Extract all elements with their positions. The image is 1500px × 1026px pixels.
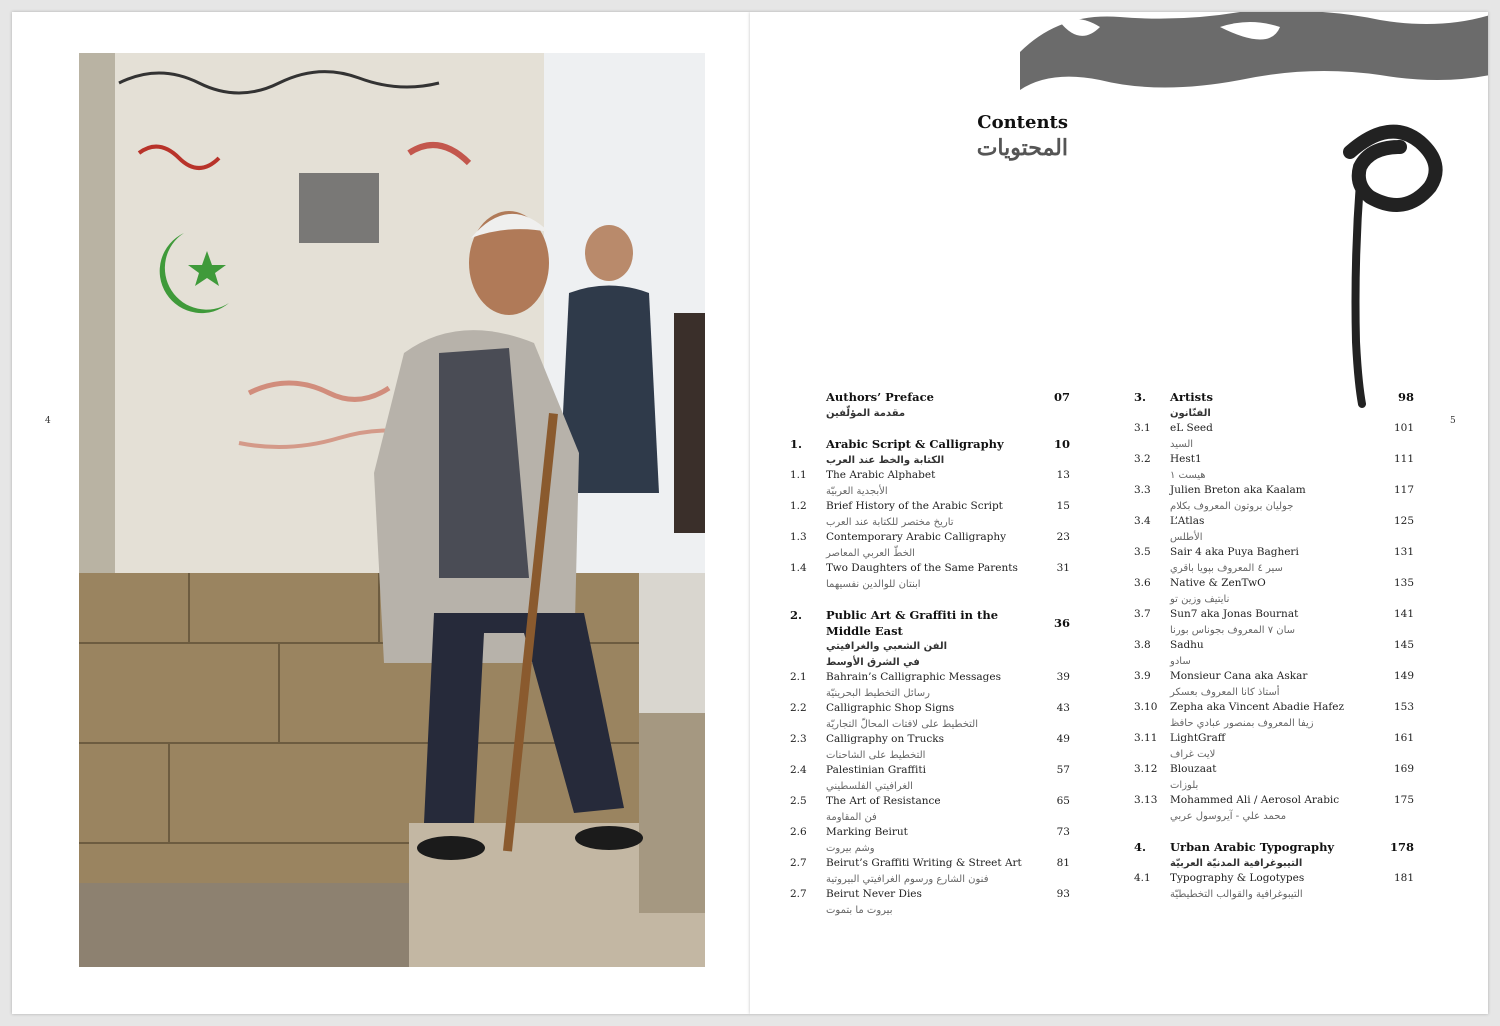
toc-section-heading <box>1134 390 1414 406</box>
entry-number: 4.1 <box>1134 872 1151 884</box>
entry-title-arabic <box>1134 747 1414 763</box>
entry-page: 73 <box>1056 826 1070 838</box>
toc-entry <box>790 561 1070 577</box>
arabic-text: سادو <box>1170 655 1191 667</box>
entry-title-arabic <box>790 515 1070 531</box>
entry-title: Beirut Never Dies <box>826 888 922 900</box>
entry-title-arabic <box>1134 561 1414 577</box>
entry-title-arabic <box>1134 499 1414 515</box>
entry-page: 31 <box>1056 562 1070 574</box>
arabic-text: في الشرق الأوسط <box>826 656 920 668</box>
arabic-text: سير ٤ المعروف بپويا باقري <box>1170 562 1283 574</box>
arabic-text: تاريخ مختصر للكتابة عند العرب <box>826 516 954 528</box>
entry-page: 101 <box>1393 422 1414 434</box>
entry-title-arabic <box>1134 623 1414 639</box>
entry-title: Sun7 aka Jonas Bournat <box>1170 608 1299 620</box>
arabic-text: الخطّ العربي المعاصر <box>826 547 915 559</box>
entry-page: 161 <box>1393 732 1414 744</box>
contents-title-ar: المحتويات <box>976 135 1068 161</box>
section-title-arabic <box>1134 856 1414 872</box>
entry-title: Brief History of the Arabic Script <box>826 500 1003 512</box>
entry-title-arabic <box>1134 809 1414 825</box>
section-title: Authors’ Preface <box>826 390 934 404</box>
entry-title-arabic <box>790 779 1070 795</box>
toc-entry <box>1134 576 1414 592</box>
entry-page: 141 <box>1393 608 1414 620</box>
toc-section <box>790 608 1070 918</box>
toc-column-2 <box>1134 390 1414 918</box>
entry-title: The Art of Resistance <box>826 795 941 807</box>
section-number: 2. <box>790 608 803 622</box>
entry-title-arabic <box>790 841 1070 857</box>
section-title: Public Art & Graffiti in the Middle East <box>826 608 999 638</box>
toc-entry <box>1134 871 1414 887</box>
toc-section-heading <box>790 608 1070 639</box>
toc-entry <box>1134 700 1414 716</box>
entry-page: 65 <box>1056 795 1070 807</box>
page-number-right: 5 <box>1450 416 1456 426</box>
entry-page: 81 <box>1056 857 1070 869</box>
arabic-text: سان ٧ المعروف بجوناس بورنا <box>1170 624 1296 636</box>
entry-title: Beirut’s Graffiti Writing & Street Art <box>826 857 1022 869</box>
arabic-text: التيبوغرافية المدنيّة العربيّة <box>1170 857 1303 869</box>
toc-section-heading <box>790 390 1070 406</box>
section-title-arabic-line2 <box>790 655 1070 671</box>
entry-number: 3.2 <box>1134 453 1151 465</box>
street-photo <box>79 53 705 967</box>
entry-title-arabic <box>790 484 1070 500</box>
section-number: 3. <box>1134 390 1147 404</box>
section-title-arabic <box>790 406 1070 422</box>
entry-number: 3.11 <box>1134 732 1158 744</box>
entry-page: 13 <box>1056 469 1070 481</box>
entry-title: Julien Breton aka Kaalam <box>1170 484 1306 496</box>
entry-page: 43 <box>1056 702 1070 714</box>
entry-title: Mohammed Ali / Aerosol Arabic <box>1170 794 1340 806</box>
arabic-text: رسائل التخطيط البحرينيّة <box>826 687 930 699</box>
entry-title-arabic <box>790 546 1070 562</box>
entry-number: 3.13 <box>1134 794 1158 806</box>
entry-page: 131 <box>1393 546 1414 558</box>
entry-title: Palestinian Graffiti <box>826 764 926 776</box>
entry-title-arabic <box>1134 530 1414 546</box>
arabic-text: جوليان بروتون المعروف بكلام <box>1170 500 1294 512</box>
toc-entry <box>1134 638 1414 654</box>
arabic-text: زيفا المعروف بمنصور عبادي حافظ <box>1170 717 1314 729</box>
entry-title-arabic <box>790 748 1070 764</box>
toc-entry <box>1134 545 1414 561</box>
toc-entry <box>790 887 1070 903</box>
entry-title: Marking Beirut <box>826 826 908 838</box>
toc-section <box>790 390 1070 421</box>
toc-section <box>790 437 1070 592</box>
left-page <box>12 12 750 1014</box>
entry-title: Contemporary Arabic Calligraphy <box>826 531 1007 543</box>
entry-title-arabic <box>1134 592 1414 608</box>
arabic-text: الكتابة والخط عند العرب <box>826 454 945 466</box>
entry-number: 3.10 <box>1134 701 1158 713</box>
entry-number: 3.4 <box>1134 515 1151 527</box>
entry-page: 135 <box>1393 577 1414 589</box>
section-page: 07 <box>1053 390 1070 404</box>
section-title-arabic <box>790 639 1070 655</box>
toc-entry <box>1134 669 1414 685</box>
arabic-text: أستاذ كانا المعروف بعسكر <box>1170 686 1280 698</box>
entry-page: 169 <box>1393 763 1414 775</box>
arabic-text: وشم بيروت <box>826 842 875 854</box>
toc-entry <box>1134 762 1414 778</box>
toc-entry <box>790 732 1070 748</box>
entry-number: 1.1 <box>790 469 807 481</box>
toc-entry <box>790 530 1070 546</box>
entry-number: 2.7 <box>790 888 807 900</box>
toc-entry <box>790 701 1070 717</box>
entry-number: 3.7 <box>1134 608 1151 620</box>
toc-entry <box>790 794 1070 810</box>
entry-page: 175 <box>1393 794 1414 806</box>
entry-page: 125 <box>1393 515 1414 527</box>
entry-title-arabic <box>790 717 1070 733</box>
arabic-text: ابنتان للوالدين نفسيهما <box>826 578 921 590</box>
entry-page: 145 <box>1393 639 1414 651</box>
section-title: Arabic Script & Calligraphy <box>826 437 1004 451</box>
entry-title-arabic <box>790 686 1070 702</box>
entry-page: 23 <box>1056 531 1070 543</box>
arabic-text: بيروت ما بتموت <box>826 904 893 916</box>
entry-title-arabic <box>1134 468 1414 484</box>
arabic-text: الغرافيتي الفلسطيني <box>826 780 913 792</box>
entry-title: Bahrain’s Calligraphic Messages <box>826 671 1001 683</box>
entry-number: 3.5 <box>1134 546 1151 558</box>
section-number: 4. <box>1134 840 1147 854</box>
toc-entry <box>790 763 1070 779</box>
entry-title: Sadhu <box>1170 639 1204 651</box>
entry-number: 3.12 <box>1134 763 1158 775</box>
entry-title-arabic <box>1134 685 1414 701</box>
entry-page: 39 <box>1056 671 1070 683</box>
page-number-left: 4 <box>45 416 51 426</box>
section-title-arabic <box>790 453 1070 469</box>
toc-entry <box>1134 421 1414 437</box>
entry-number: 2.3 <box>790 733 807 745</box>
entry-title-arabic <box>1134 654 1414 670</box>
arabic-text: التيبوغرافية والقوالب التخطيطيّة <box>1170 888 1303 900</box>
toc-section <box>1134 390 1414 824</box>
arabic-mim-letter <box>1330 122 1450 412</box>
entry-number: 1.3 <box>790 531 807 543</box>
toc-entry <box>790 499 1070 515</box>
section-page: 36 <box>1053 616 1070 630</box>
toc-column-1 <box>790 390 1070 934</box>
toc-section <box>1134 840 1414 902</box>
entry-number: 2.1 <box>790 671 807 683</box>
entry-number: 2.6 <box>790 826 807 838</box>
entry-page: 57 <box>1056 764 1070 776</box>
arabic-text: محمد علي - آيروسول عربي <box>1170 810 1287 822</box>
arabic-text: هيست ١ <box>1170 469 1206 481</box>
toc-entry <box>1134 731 1414 747</box>
entry-title: The Arabic Alphabet <box>826 469 936 481</box>
arabic-text: التخطيط على لافتات المحالّ التجاريّة <box>826 718 978 730</box>
arabic-text: الأبجدية العربيّة <box>826 485 888 497</box>
arabic-text: بلوزات <box>1170 779 1199 791</box>
entry-title: LightGraff <box>1170 732 1226 744</box>
section-title: Urban Arabic Typography <box>1170 840 1335 854</box>
entry-title: Calligraphic Shop Signs <box>826 702 955 714</box>
entry-title-arabic <box>1134 778 1414 794</box>
entry-page: 15 <box>1056 500 1070 512</box>
toc-entry <box>1134 514 1414 530</box>
ink-brush-decoration <box>1020 12 1488 92</box>
entry-title-arabic <box>1134 437 1414 453</box>
toc-entry <box>790 468 1070 484</box>
entry-page: 181 <box>1393 872 1414 884</box>
entry-title: Hest1 <box>1170 453 1202 465</box>
toc-entry <box>1134 452 1414 468</box>
entry-title: Blouzaat <box>1170 763 1217 775</box>
arabic-text: الفن الشعبي والغرافيتي <box>826 641 948 652</box>
entry-page: 117 <box>1393 484 1414 496</box>
section-title-arabic <box>1134 406 1414 422</box>
entry-number: 2.7 <box>790 857 807 869</box>
entry-title-arabic <box>790 903 1070 919</box>
entry-title-arabic <box>790 810 1070 826</box>
contents-title-en: Contents <box>977 112 1068 133</box>
entry-page: 111 <box>1393 453 1414 465</box>
arabic-text: التخطيط على الشاحنات <box>826 749 926 761</box>
entry-title-arabic <box>790 577 1070 593</box>
section-title: Artists <box>1170 390 1213 404</box>
entry-title: Native & ZenTwO <box>1170 577 1266 589</box>
toc-entry <box>1134 793 1414 809</box>
arabic-text: فن المقاومة <box>826 811 877 823</box>
arabic-text: مقدمة المؤلّفين <box>826 407 906 419</box>
entry-title: Zepha aka Vincent Abadie Hafez <box>1170 701 1344 713</box>
entry-number: 3.1 <box>1134 422 1151 434</box>
arabic-text: الأطلس <box>1170 531 1203 543</box>
entry-page: 149 <box>1393 670 1414 682</box>
toc-entry <box>1134 483 1414 499</box>
arabic-text: لايت غراف <box>1170 748 1216 760</box>
entry-title: L’Atlas <box>1170 515 1205 527</box>
entry-number: 2.4 <box>790 764 807 776</box>
entry-number: 2.2 <box>790 702 807 714</box>
entry-title: Sair 4 aka Puya Bagheri <box>1170 546 1299 558</box>
entry-title-arabic <box>1134 716 1414 732</box>
section-page: 10 <box>1053 437 1070 451</box>
section-page: 178 <box>1389 840 1414 854</box>
section-number: 1. <box>790 437 803 451</box>
entry-number: 1.2 <box>790 500 807 512</box>
arabic-text: نايتيف وزين تو <box>1170 593 1230 605</box>
entry-title-arabic <box>790 872 1070 888</box>
entry-title: Monsieur Cana aka Askar <box>1170 670 1308 682</box>
toc-section-heading <box>790 437 1070 453</box>
arabic-text: الفنّانون <box>1170 407 1211 419</box>
entry-number: 3.9 <box>1134 670 1151 682</box>
entry-number: 2.5 <box>790 795 807 807</box>
arabic-text: السيد <box>1170 438 1194 450</box>
entry-page: 153 <box>1393 701 1414 713</box>
toc-entry <box>790 825 1070 841</box>
entry-page: 49 <box>1056 733 1070 745</box>
arabic-text: فنون الشارع ورسوم الغرافيتي البيروتية <box>826 873 989 885</box>
right-page <box>750 12 1488 1014</box>
section-page: 98 <box>1397 390 1414 404</box>
toc-entry <box>790 670 1070 686</box>
contents-heading <box>977 112 1068 161</box>
entry-title: eL Seed <box>1170 422 1213 434</box>
entry-number: 3.8 <box>1134 639 1151 651</box>
entry-number: 3.3 <box>1134 484 1151 496</box>
toc-entry <box>1134 607 1414 623</box>
entry-number: 1.4 <box>790 562 807 574</box>
entry-title: Calligraphy on Trucks <box>826 733 944 745</box>
entry-title: Typography & Logotypes <box>1170 872 1305 884</box>
entry-number: 3.6 <box>1134 577 1151 589</box>
toc-entry <box>790 856 1070 872</box>
entry-title-arabic <box>1134 887 1414 903</box>
entry-title: Two Daughters of the Same Parents <box>826 562 1018 574</box>
toc-section-heading <box>1134 840 1414 856</box>
entry-page: 93 <box>1056 888 1070 900</box>
